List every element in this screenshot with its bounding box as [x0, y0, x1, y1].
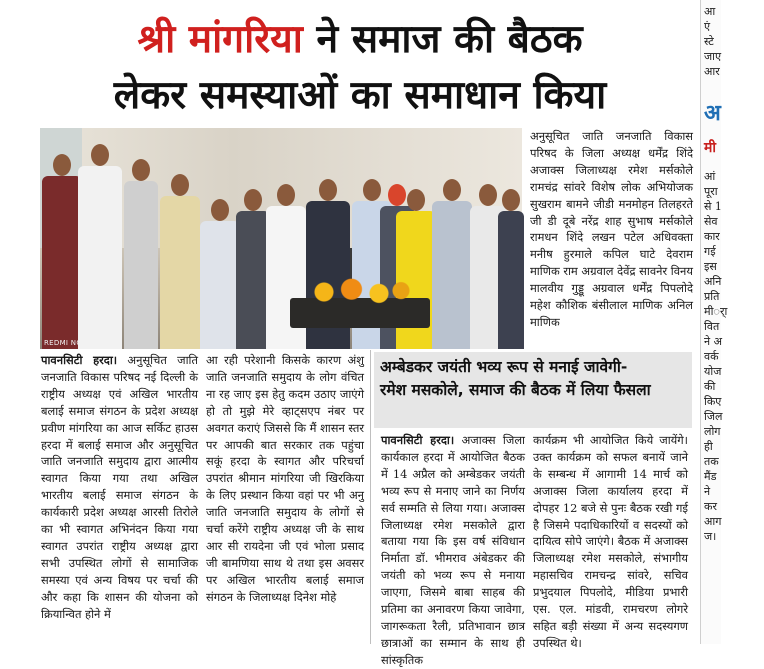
edge-line: अनि: [704, 275, 722, 288]
edge-line: ने: [704, 485, 711, 498]
edge-line: से 1: [704, 200, 722, 213]
person: [236, 189, 270, 349]
person: [200, 199, 240, 349]
edge-line: ज।: [704, 530, 717, 543]
edge-line: पूरा: [704, 185, 718, 198]
sub-story-paragraph-1: [381, 432, 525, 669]
sub-story-headline: [380, 356, 686, 402]
main-story-dateline: पावनसिटी हरदा।: [41, 353, 118, 367]
person: [42, 154, 82, 349]
main-headline: [30, 12, 690, 124]
edge-line: वित: [704, 320, 720, 333]
edge-line: लोग: [704, 425, 721, 438]
edge-line: स्टे: [704, 35, 714, 48]
adjacent-column-text: [704, 4, 764, 544]
edge-line: प्रति: [704, 290, 720, 303]
group-photo: [40, 128, 522, 349]
edge-line: मैंड: [704, 470, 717, 483]
person: [78, 144, 122, 349]
headline-line-1: [30, 12, 690, 68]
edge-line: किए: [704, 395, 722, 408]
right-top-column: [530, 128, 693, 331]
right-top-paragraph: अनुसूचित जाति जनजाति विकास परिषद के जिला अध्यक्ष धर्मेंद्र शिंदे अजाक्स जिलाध्यक्ष रमेश मर्सकोले रामचंद्र सांवरे विशेष लोक अभियोजक सुखराम बामने जीडी मनमोहन तिलहरते जी डी दूबे नरेंद्र शाह सुभाष मर्सकोले रामधन शिंदे लखन पटेल अधिवक्ता मनीष हुरमाले कपिल घाटे देवराम माणिक राम अग्रवाल देवेंद्र सावनेर विनय मालवीय गुड्डू अग्रवाल धर्मेंद्र पिपलोदे महेश कौशिक बंसीलाल माणिक अनिल माणिक: [530, 129, 693, 329]
edge-line: जाए: [704, 50, 722, 63]
edge-line: तक: [704, 455, 719, 468]
main-story-column-2: [206, 352, 364, 606]
person: [498, 189, 524, 349]
sub-story-paragraph-2: कार्यक्रम भी आयोजित किये जायेंगे। उक्त कार्यक्रम को सफल बनायें जाने के सम्बन्ध में आगामी 14 मार्च को अजाक्स जिला कार्यालय हरदा में दोपहर 12 बजे से पुनः बैठक रखी गई है जिसमे पदाधिकारियों व सदस्यों को दायित्व सोपे जाएंगे। बैठक में अजाक्स जिलाध्यक्ष रमेश मसकोले, संभागीय महासचिव रामचन्द्र सांवरे, सचिव प्रभुदयाल पिपलोदे, मीडिया प्रभारी एस. एल. मांडवी, रामचरण लोगरे सहित बड़ी संख्या में अन्य सदस्यगण उपस्थित थे।: [533, 433, 688, 650]
edge-line: कार: [704, 230, 720, 243]
edge-line: सेव: [704, 215, 718, 228]
edge-line: जिल: [704, 410, 723, 423]
edge-line: एं: [704, 20, 711, 33]
sub-story-column-1: [381, 432, 525, 669]
adjacent-column-edge: [700, 0, 728, 644]
column-divider: [370, 350, 371, 644]
main-story-paragraph-1: [41, 352, 198, 623]
edge-line: आ: [704, 5, 716, 18]
edge-line: ने अ: [704, 335, 723, 348]
edge-line: आग: [704, 515, 722, 528]
edge-line: वर्क: [704, 350, 719, 363]
sub-story-column-2: [533, 432, 688, 652]
sub-story-col1-text: अजाक्स जिला कार्यकाल हरदा में आयोजित बैठक में 14 अप्रैल को अम्बेडकर जयंती भव्य रूप से मनाए जाने का निर्णय सर्व सम्मति से लिया गया। अजाक्स जिलाध्यक्ष रमेश मसकोले द्वारा बताया गया कि इस वर्ष संविधान निर्माता डॉ. भीमराव अंबेडकर की जयंती को भव्य रूप से मनाया जाएगा, जिसमे बाबा साहब की प्रतिमा का अनावरण किया जावेगा, जागरूकता रैली, प्रतिभावान छात्र छात्राओं का सम्मान के साथ ही सांस्कृतिक: [381, 433, 525, 667]
headline-line-1-rest: ने समाज की बैठक: [302, 17, 583, 62]
photo-flowers: [302, 278, 412, 306]
person: [124, 159, 158, 349]
edge-line: आं: [704, 170, 716, 183]
main-story-paragraph-2: आ रही परेशानी किसके कारण अंशु जाति जनजाति समुदाय के लोग वंचित ना रह जाए इस हेतु कदम उठाए जाएंगे हो तो मुझे मेरे व्हाट्सएप नंबर पर अवगत कराएं जिससे कि मैं शासन स्तर पर आपकी बात सरकार तक पहुंचा सकूं हरदा के स्वागत और परिचर्चा उपरांत श्रीमान मांगरिया जी खिरकिया के लिए प्रस्थान किया वहां पर भी अनु जाति जनजाति समुदाय के लोगों से चर्चा करेंगे राष्ट्रीय अध्यक्ष जी के साथ आर सी रायदेना जी एवं भोला प्रसाद जी बामणिया साथ थे तथा इस अवसर पर अखिल भारतीय बलाई समाज संगठन के जिलाध्यक्ष दिनेश मोहे: [206, 353, 364, 604]
edge-line: योज: [704, 365, 722, 378]
sub-headline-line-1: अम्बेडकर जयंती भव्य रूप से मनाई जावेगी-: [380, 358, 628, 376]
person: [160, 174, 200, 349]
edge-red-word: मी: [704, 140, 716, 156]
main-story-col1-text: अनुसूचित जाति जनजाति विकास परिषद नई दिल्ली के राष्ट्रीय अध्यक्ष एवं अखिल भारतीय बलाई समाज संगठन के प्रदेश अध्यक्ष प्रवीण मांगरिया का आज सर्किट हाउस हरदा में बलाई समाज और अनुसूचित जाति जनजाति समुदाय द्वारा आत्मीय स्वागत किया गया तथा अखिल भारतीय बलाई समाज संगठन के कार्यकारी प्रदेश अध्यक्ष आरसी तिरोले का भी स्वागत अभिनंदन किया गया स्वागत उपरांत राष्ट्रीय अध्यक्ष द्वारा सभी उपस्थित लोगों से सामाजिक समस्या एवं अन्य विषय पर चर्चा की और कहा कि शासन की योजना को क्रियान्वित होने में: [41, 353, 198, 621]
sub-story-dateline: पावनसिटी हरदा।: [381, 433, 455, 447]
edge-big-letter: अ: [704, 101, 721, 126]
edge-line: ही: [704, 440, 713, 453]
main-story-column-1: [41, 352, 198, 623]
photo-watermark: REDMI NOTE 9 PRO: [44, 339, 117, 347]
edge-line: गई: [704, 245, 716, 258]
edge-line: इस: [704, 260, 717, 273]
headline-line-2: लेकर समस्याओं का समाधान किया: [113, 73, 607, 118]
headline-highlight: श्री मांगरिया: [137, 17, 303, 62]
edge-line: की: [704, 380, 716, 393]
edge-line: मीर्ा: [704, 305, 728, 318]
person: [432, 179, 472, 349]
edge-line: कर: [704, 500, 717, 513]
edge-line: आर: [704, 65, 720, 78]
sub-headline-line-2: रमेश मसकोले, समाज की बैठक में लिया फैसला: [380, 381, 651, 399]
